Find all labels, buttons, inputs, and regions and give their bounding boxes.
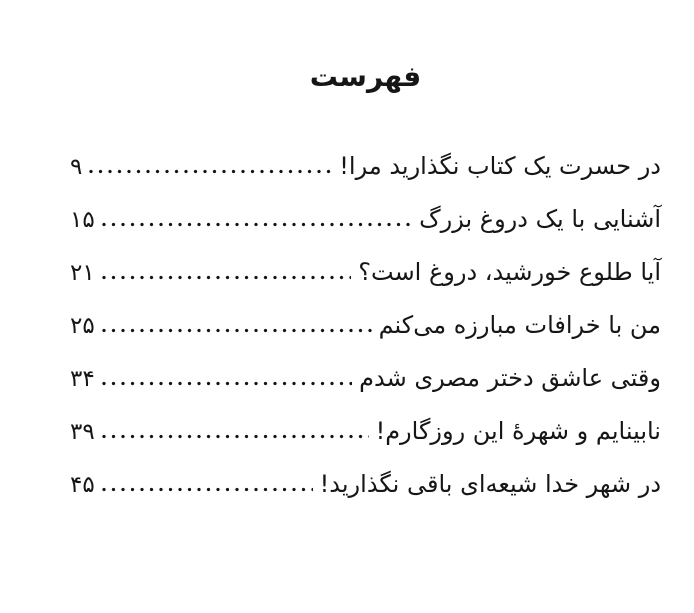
- toc-entry-page-number: ۳۹: [70, 419, 95, 445]
- toc-list: [70, 140, 661, 511]
- toc-entry-row: [70, 352, 661, 405]
- toc-entry-row: [70, 140, 661, 193]
- toc-entry-row: [70, 458, 661, 511]
- dot-leader: [102, 434, 369, 439]
- dot-leader: [102, 222, 412, 227]
- toc-entry-label: وقتی عاشق دختر مصری شدم: [359, 364, 661, 392]
- toc-entry-page-number: ۲۱: [70, 260, 95, 286]
- dot-leader: [102, 275, 352, 280]
- toc-entry-label: در شهر خدا شیعه‌ای باقی نگذارید!: [319, 470, 661, 498]
- toc-entry-row: [70, 246, 661, 299]
- toc-entry-page-number: ۹: [70, 154, 83, 180]
- toc-entry-row: [70, 405, 661, 458]
- toc-entry-page-number: ۳۴: [70, 366, 95, 392]
- toc-entry-row: [70, 299, 661, 352]
- toc-title: فهرست: [309, 60, 422, 93]
- dot-leader: [102, 381, 352, 386]
- dot-leader: [102, 487, 313, 492]
- toc-entry-label: من با خرافات مبارزه می‌کنم: [378, 311, 661, 339]
- toc-entry-label: در حسرت یک کتاب نگذارید مرا!: [339, 152, 661, 180]
- toc-entry-label: آیا طلوع خورشید، دروغ است؟: [358, 258, 661, 286]
- dot-leader: [102, 328, 372, 333]
- toc-entry-page-number: ۱۵: [70, 207, 95, 233]
- dot-leader: [89, 169, 332, 174]
- toc-entry-label: نابینایم و شهرهٔ این روزگارم!: [375, 417, 661, 445]
- toc-entry-row: [70, 193, 661, 246]
- toc-entry-page-number: ۲۵: [70, 313, 95, 339]
- toc-entry-page-number: ۴۵: [70, 472, 95, 498]
- toc-entry-label: آشنایی با یک دروغ بزرگ: [419, 205, 661, 233]
